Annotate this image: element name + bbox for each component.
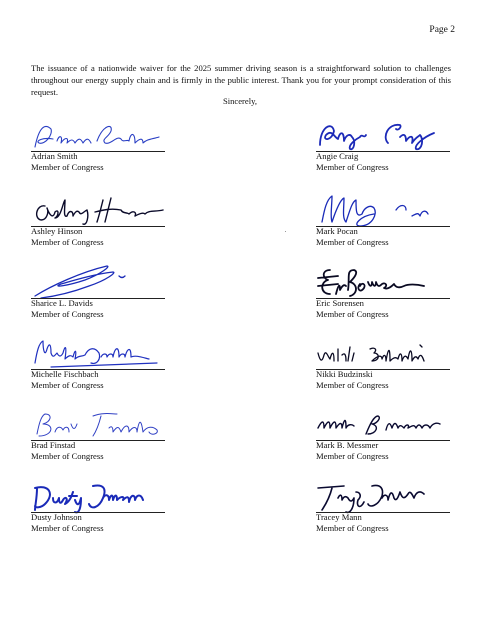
signer-name: Dusty Johnson [31,512,82,522]
signature-mark-pocan [316,192,456,228]
signer-name: Nikki Budzinski [316,369,373,379]
signer-title: Member of Congress [31,451,104,461]
signer-name: Angie Craig [316,151,359,161]
signature-block-angie-craig [316,117,466,179]
signature-block-michelle-fischbach [31,335,181,397]
signer-name: Ashley Hinson [31,226,83,236]
signature-block-tracey-mann [316,478,466,540]
signer-title: Member of Congress [31,237,104,247]
signature-adrian-smith [31,117,171,153]
signer-title: Member of Congress [31,162,104,172]
signer-name: Mark Pocan [316,226,358,236]
stray-mark [285,231,286,232]
signature-sharice-davids [31,264,171,300]
signature-ashley-hinson [31,192,171,228]
signer-name: Adrian Smith [31,151,78,161]
signature-nikki-budzinski [316,335,456,371]
signature-block-adrian-smith [31,117,181,179]
signature-block-nikki-budzinski [316,335,466,397]
signature-brad-finstad [31,406,171,442]
signature-dusty-johnson [31,478,171,514]
signature-michelle-fischbach [31,335,171,371]
signer-title: Member of Congress [31,380,104,390]
signer-title: Member of Congress [316,523,389,533]
signer-name: Tracey Mann [316,512,362,522]
signer-title: Member of Congress [316,309,389,319]
signer-title: Member of Congress [31,309,104,319]
signature-block-eric-sorensen [316,264,466,326]
signer-name: Eric Sorensen [316,298,364,308]
signature-block-mark-pocan [316,192,466,254]
signature-block-dusty-johnson [31,478,181,540]
signer-name: Mark B. Messmer [316,440,379,450]
signature-block-ashley-hinson [31,192,181,254]
complimentary-close: Sincerely, [222,96,258,106]
signer-title: Member of Congress [316,451,389,461]
signer-title: Member of Congress [316,380,389,390]
signature-angie-craig [316,117,456,153]
signer-title: Member of Congress [316,237,389,247]
signer-name: Michelle Fischbach [31,369,99,379]
signature-block-mark-messmer [316,406,466,468]
signer-title: Member of Congress [31,523,104,533]
signer-title: Member of Congress [316,162,389,172]
signature-block-sharice-davids [31,264,181,326]
signature-tracey-mann [316,478,456,514]
signature-mark-messmer [316,406,456,442]
signer-name: Sharice L. Davids [31,298,93,308]
signer-name: Brad Finstad [31,440,76,450]
closing-paragraph: The issuance of a nationwide waiver for the 2025 summer driving season is a straightforward solution to challenges throughout our energy supply chain and is firmly in the public interest. Thank you for your prompt consideration of this request. [31,63,451,97]
signature-eric-sorensen [316,264,456,300]
page-number: Page 2 [429,25,455,35]
signature-block-brad-finstad [31,406,181,468]
